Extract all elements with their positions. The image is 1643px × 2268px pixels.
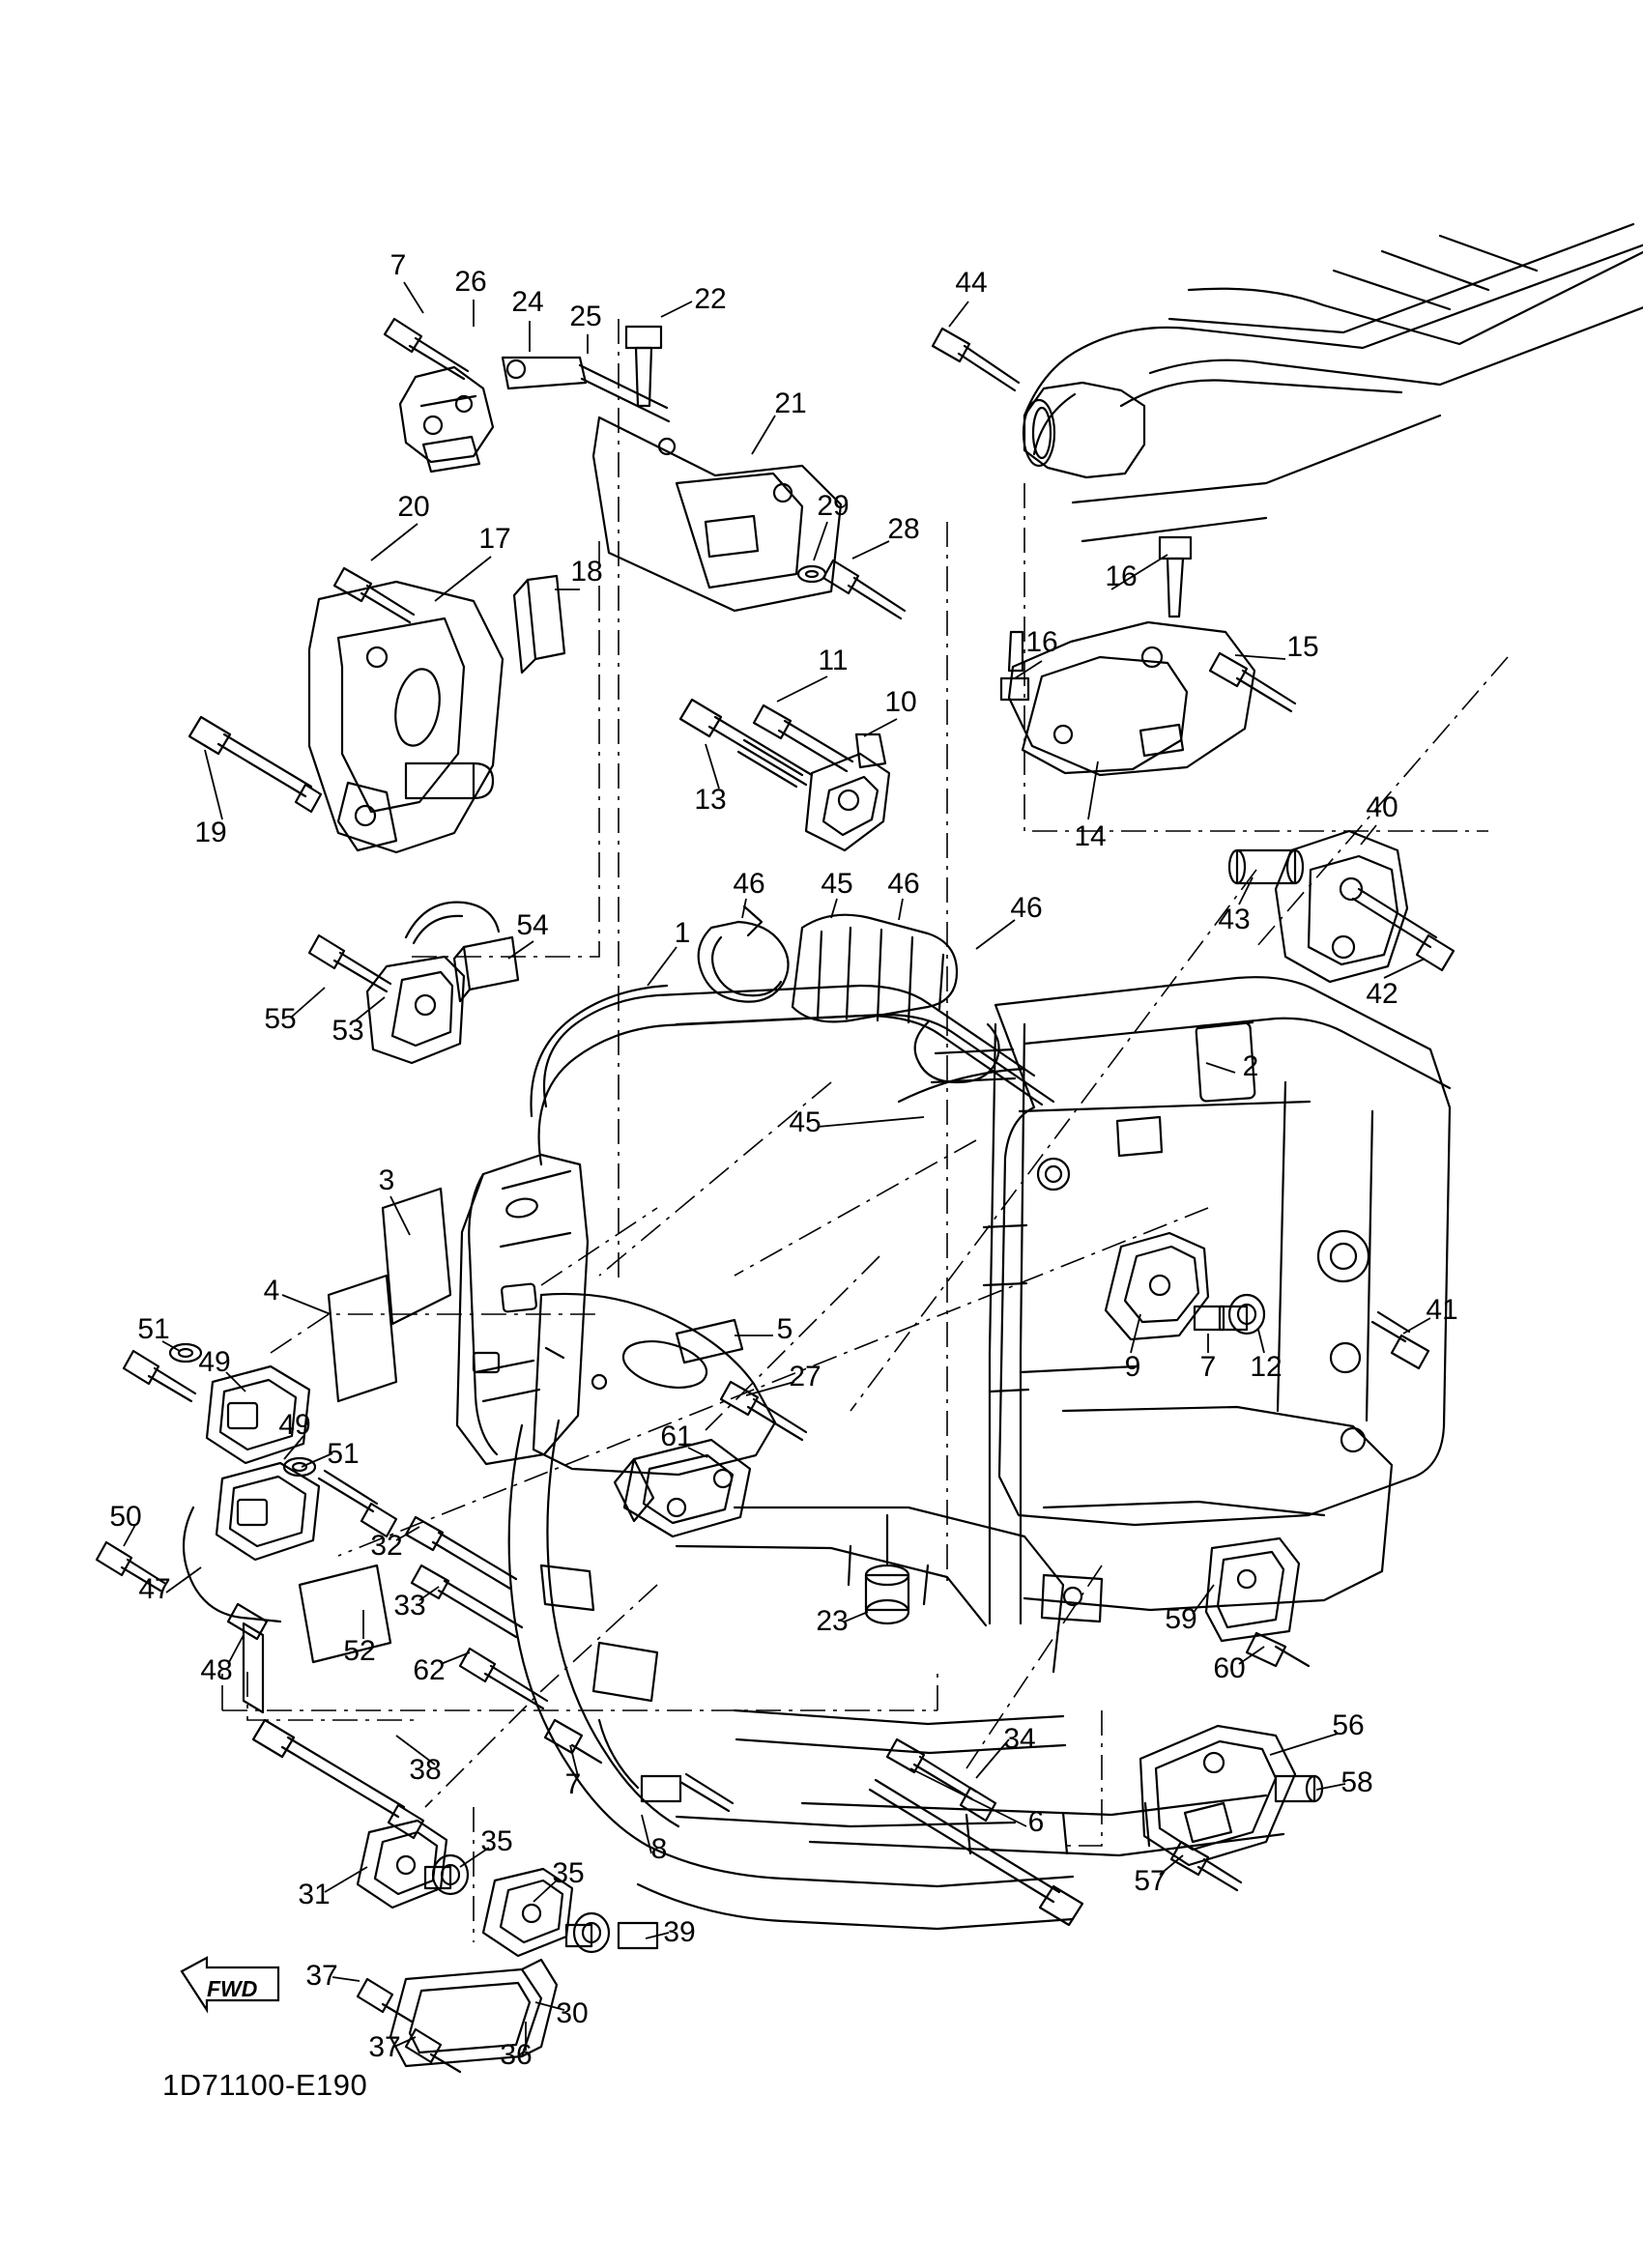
part-code-label: 1D71100-E190: [162, 2068, 368, 2102]
callout-number: 27: [789, 1361, 822, 1392]
callout-number: 51: [137, 1313, 170, 1345]
callout-number: 56: [1332, 1709, 1365, 1741]
callout-number: 46: [887, 868, 920, 900]
callout-number: 9: [1124, 1351, 1141, 1383]
fwd-direction-marker: [182, 1963, 278, 2011]
fwd-label: FWD: [207, 1976, 258, 2001]
callout-number: 13: [694, 784, 727, 816]
callout-number: 40: [1366, 791, 1398, 823]
callout-number: 16: [1105, 560, 1138, 592]
callout-number: 39: [663, 1916, 696, 1948]
callout-number: 25: [569, 301, 602, 332]
callout-number: 35: [480, 1825, 513, 1857]
callout-number: 55: [264, 1003, 297, 1035]
callout-number: 8: [650, 1833, 668, 1865]
callout-number: 18: [570, 556, 603, 588]
callout-number: 7: [564, 1768, 582, 1800]
callout-number: 49: [198, 1346, 231, 1378]
callout-number: 28: [887, 513, 920, 545]
callout-number: 32: [370, 1530, 403, 1562]
callout-number: 30: [556, 1997, 589, 2029]
callout-number: 42: [1366, 978, 1398, 1010]
callout-number: 50: [109, 1501, 142, 1533]
callout-number: 49: [278, 1409, 311, 1441]
callout-number: 44: [955, 267, 988, 299]
callout-number: 3: [378, 1164, 395, 1196]
callout-number: 5: [776, 1313, 793, 1345]
callout-number: 31: [298, 1879, 331, 1910]
callout-number: 61: [660, 1421, 693, 1452]
callout-number: 57: [1134, 1865, 1167, 1897]
callout-number: 21: [774, 388, 807, 419]
callout-number: 45: [789, 1106, 822, 1138]
callout-number: 45: [821, 868, 853, 900]
callout-number: 38: [409, 1754, 442, 1786]
callout-number: 60: [1213, 1652, 1246, 1684]
callout-number: 2: [1242, 1050, 1259, 1082]
callout-number: 7: [389, 249, 407, 281]
callout-number: 16: [1025, 626, 1058, 658]
callout-number: 43: [1218, 904, 1251, 935]
callout-number: 52: [343, 1635, 376, 1667]
callout-number: 12: [1250, 1351, 1283, 1383]
callout-number: 17: [478, 523, 511, 555]
callout-number: 7: [1199, 1351, 1217, 1383]
callout-number: 36: [500, 2039, 533, 2071]
callout-number: 23: [816, 1605, 849, 1637]
callout-number: 29: [817, 490, 850, 522]
callout-number: 46: [1010, 892, 1043, 924]
callout-number: 47: [138, 1573, 171, 1605]
callout-number: 24: [511, 286, 544, 318]
callout-number: 6: [1027, 1806, 1045, 1838]
callout-number: 41: [1426, 1294, 1458, 1326]
callout-number: 15: [1286, 631, 1319, 663]
callout-number: 46: [733, 868, 765, 900]
callout-number: 48: [200, 1654, 233, 1686]
callout-number: 10: [884, 686, 917, 718]
callout-number: 1: [674, 917, 691, 949]
callout-number: 59: [1165, 1603, 1197, 1635]
callout-number: 34: [1003, 1723, 1036, 1755]
callout-number: 26: [454, 266, 487, 298]
callout-number: 62: [413, 1654, 446, 1686]
callout-number: 51: [327, 1438, 360, 1470]
callout-number: 58: [1340, 1766, 1373, 1798]
callout-number: 20: [397, 491, 430, 523]
callout-number: 37: [305, 1960, 338, 1992]
callout-number: 22: [694, 283, 727, 315]
callout-number: 14: [1074, 820, 1107, 852]
callout-number: 4: [263, 1275, 280, 1306]
callout-number: 35: [552, 1857, 585, 1889]
callout-number: 54: [516, 909, 549, 941]
callout-number: 37: [368, 2031, 401, 2063]
callout-number: 11: [818, 645, 849, 676]
callout-number: 53: [331, 1015, 364, 1047]
callout-number: 19: [194, 817, 227, 848]
callout-number: 33: [393, 1590, 426, 1622]
